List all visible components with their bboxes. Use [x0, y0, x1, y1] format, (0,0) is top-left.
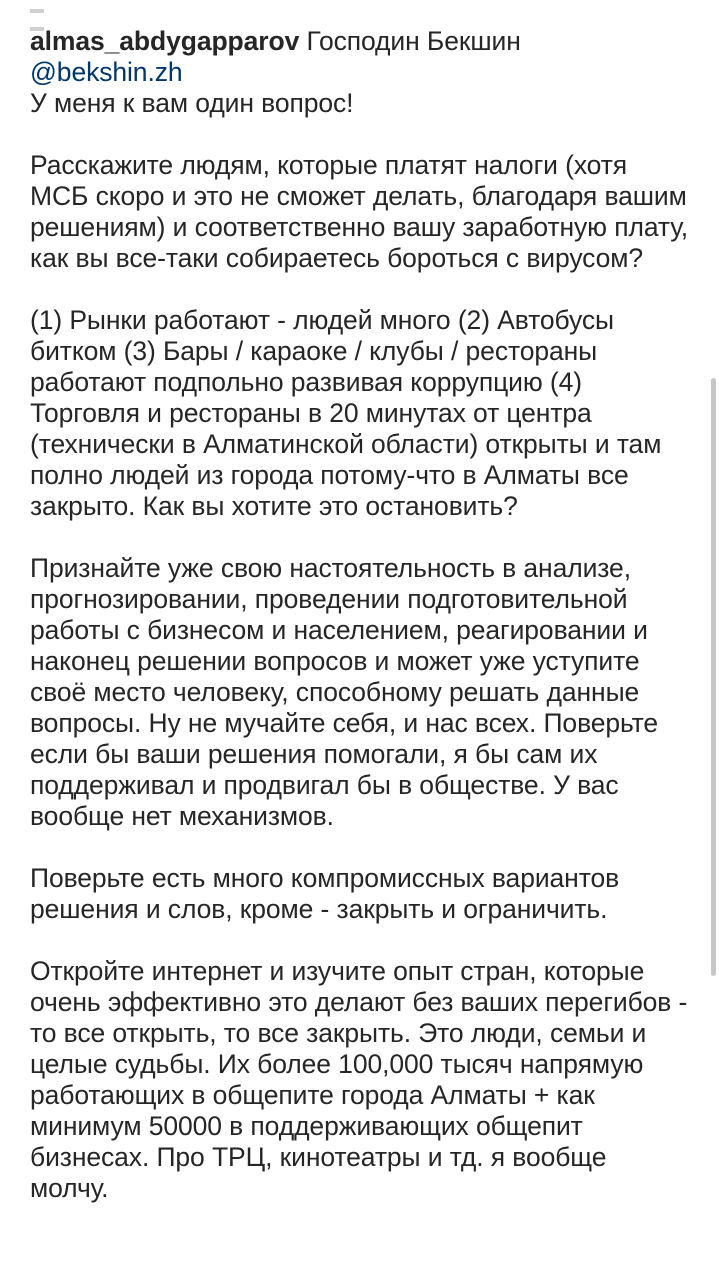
comment-paragraph-6: Откройте интернет и изучите опыт стран, которые очень эффективно это делают без ваших перегибов - то все открыть, то все закрыть. Это люди, семьи и целые судьбы. Их более 100,000 тысяч напрямую работающих в общепите города Алматы + как минимум 50000 в поддерживающих общепит бизнесах. Про ТРЦ, кинотеатры и тд. я вообще молчу.: [30, 956, 688, 1203]
comment-paragraph-2: Расскажите людям, которые платят налоги (хотя МСБ скоро и это не сможет делать, благодаря вашим решениям) и соответственно вашу заработную плату, как вы все-таки собираетесь бороться с вирусом?: [30, 150, 688, 273]
comment-header: [30, 26, 690, 57]
comment-paragraph-4: Признайте уже свою настоятельность в анализе, прогнозировании, проведении подготовительной работы с бизнесом и населением, реагировании и наконец решении вопросов и может уже уступите своё место человеку, способному решать данные вопросы. Ну не мучайте себя, и нас всех. Поверьте если бы ваши решения помогали, я бы сам их поддерживал и продвигал бы в обществе. У вас вообще нет механизмов.: [30, 553, 659, 831]
previous-content-edge: [30, 0, 110, 6]
comment-header-text: Господин Бекшин: [306, 26, 521, 56]
comment-paragraph-1: У меня к вам один вопрос!: [30, 88, 354, 118]
mention-link[interactable]: @bekshin.zh: [30, 57, 183, 87]
comment-body: [30, 26, 690, 1235]
comment-paragraph-5: Поверьте есть много компромиссных вариантов решения и слов, кроме - закрыть и ограничить.: [30, 863, 620, 924]
scrollbar[interactable]: [711, 378, 716, 976]
comment-username[interactable]: almas_abdygapparov: [30, 26, 300, 56]
comment-paragraph-3: (1) Рынки работают - людей много (2) Автобусы битком (3) Бары / караоке / клубы / рестораны работают подпольно развивая коррупцию (4) Торговля и рестораны в 20 минутах от центра (технически в Алматинской области) открыты и там полно людей из города потому-что в Алматы все закрыто. Как вы хотите это остановить?: [30, 305, 662, 521]
